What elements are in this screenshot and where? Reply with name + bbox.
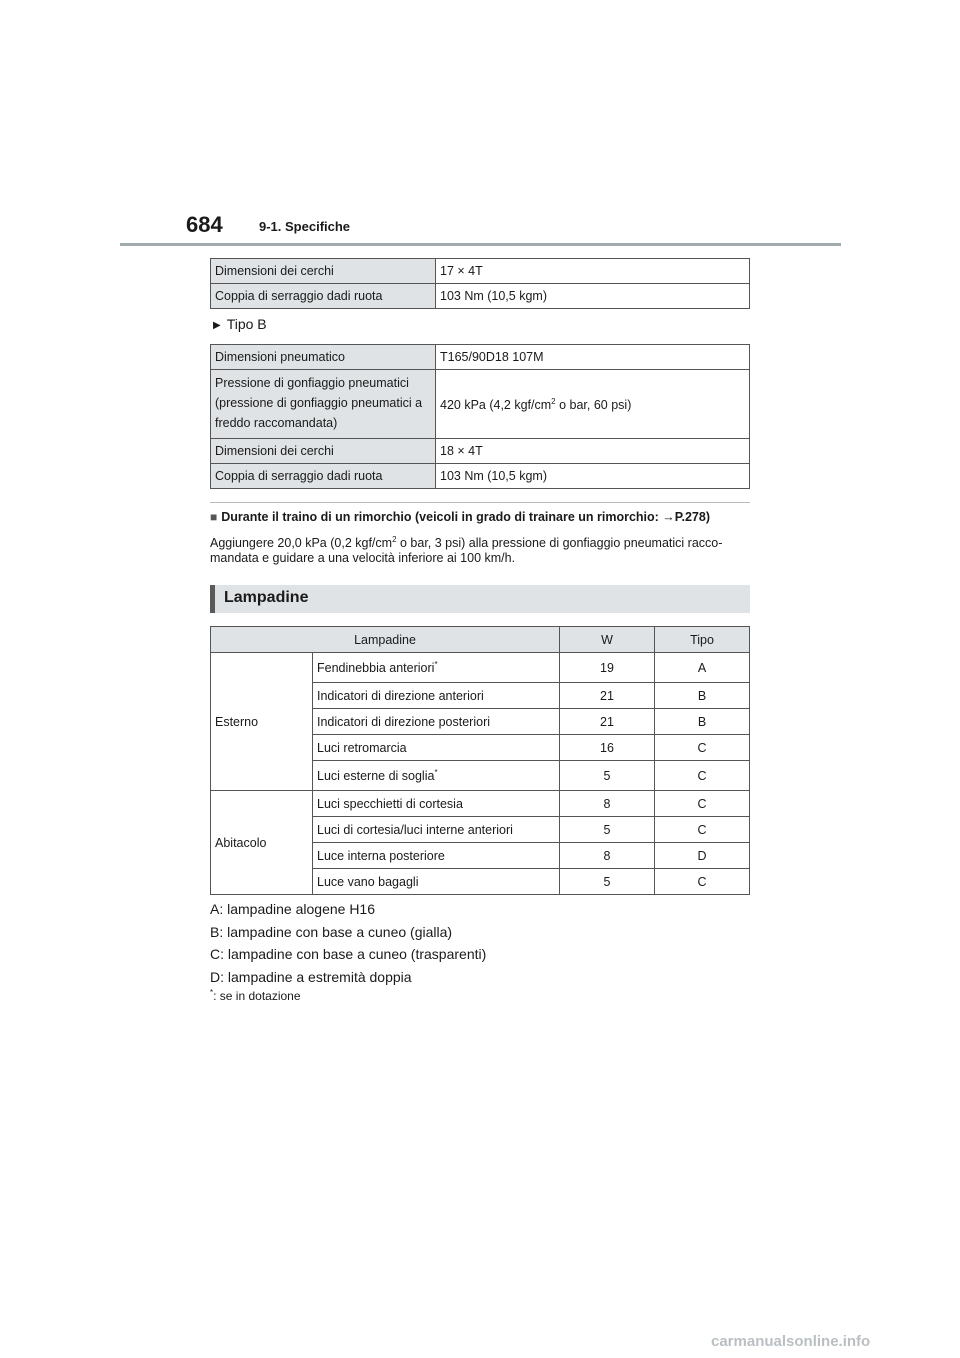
bulb-label-text: Luci esterne di soglia	[317, 769, 435, 783]
table-row	[211, 439, 750, 464]
rim-spec-table	[210, 258, 750, 309]
towing-note-heading-text: Durante il traino di un rimorchio (veicoli in grado di trainare un rimorchio: →P.278)	[221, 510, 710, 524]
bulb-type: C	[655, 791, 750, 817]
spec-value: 103 Nm (10,5 kgm)	[436, 464, 750, 489]
note-text: o bar, 3 psi) alla pressione di gonfiaggio pneumatici racco-mandata e guidare a una velocità inferiore ai 100 km/h.	[210, 536, 723, 565]
table-row	[211, 464, 750, 489]
table-header-row	[211, 627, 750, 653]
spec-label	[211, 370, 436, 439]
bulb-watt: 5	[560, 869, 655, 895]
spec-label-line: (pressione di gonfiaggio pneumatici a	[215, 396, 423, 410]
spec-label: Dimensioni dei cerchi	[211, 259, 436, 284]
section-label: 9-1. Specifiche	[259, 219, 351, 234]
table-row	[211, 259, 750, 284]
spec-label: Dimensioni pneumatico	[211, 345, 436, 370]
bulb-watt: 8	[560, 843, 655, 869]
spec-label: Coppia di serraggio dadi ruota	[211, 464, 436, 489]
spec-label: Coppia di serraggio dadi ruota	[211, 284, 436, 309]
tipo-b-label: Tipo B	[226, 316, 267, 332]
bulb-type: C	[655, 817, 750, 843]
superscript: 2	[551, 396, 556, 406]
spec-label-line: freddo raccomandata)	[215, 416, 338, 430]
bulb-type: B	[655, 683, 750, 709]
footnote-text: : se in dotazione	[213, 989, 301, 1003]
bulb-type: D	[655, 843, 750, 869]
triangle-right-icon: ▶	[213, 320, 221, 331]
bulb-label: Indicatori di direzione posteriori	[313, 709, 560, 735]
superscript: 2	[392, 535, 397, 544]
spec-value: T165/90D18 107M	[436, 345, 750, 370]
legend-item: D: lampadine a estremità doppia	[210, 968, 412, 985]
footnote-mark: *	[210, 988, 214, 997]
bulb-type: C	[655, 869, 750, 895]
bulb-type: B	[655, 709, 750, 735]
footnote	[210, 988, 301, 1003]
bulb-label	[313, 653, 560, 683]
table-row	[211, 370, 750, 439]
header-divider	[120, 243, 841, 246]
table-row	[211, 345, 750, 370]
asterisk: *	[434, 660, 438, 669]
bulb-type: C	[655, 735, 750, 761]
group-cell: Esterno	[211, 653, 313, 791]
bulb-watt: 16	[560, 735, 655, 761]
value-text: o bar, 60 psi)	[555, 397, 632, 412]
bulb-watt: 8	[560, 791, 655, 817]
legend-item: A: lampadine alogene H16	[210, 901, 376, 917]
bulbs-table	[210, 626, 750, 895]
bulb-label: Luci specchietti di cortesia	[313, 791, 560, 817]
section-accent	[210, 585, 215, 613]
bulb-label: Luci di cortesia/luci interne anteriori	[313, 817, 560, 843]
bulb-watt: 21	[560, 683, 655, 709]
tipo-b-heading	[213, 316, 267, 332]
group-cell: Abitacolo	[211, 791, 313, 895]
towing-note-body	[210, 532, 755, 566]
towing-note-heading	[210, 510, 710, 524]
bulb-type-legend	[210, 898, 486, 988]
spec-label-line: Pressione di gonfiaggio pneumatici	[215, 376, 409, 390]
square-bullet-icon: ■	[210, 510, 218, 524]
section-title: Lampadine	[224, 589, 309, 606]
page-number: 684	[186, 212, 223, 237]
table-row	[211, 791, 750, 817]
spec-value: 18 × 4T	[436, 439, 750, 464]
spec-value	[436, 370, 750, 439]
note-divider	[210, 502, 750, 503]
bulb-label: Luci retromarcia	[313, 735, 560, 761]
bulb-label: Indicatori di direzione anteriori	[313, 683, 560, 709]
bulb-watt: 5	[560, 817, 655, 843]
table-row	[211, 284, 750, 309]
bulb-watt: 19	[560, 653, 655, 683]
bulb-type: C	[655, 761, 750, 791]
legend-item: C: lampadine con base a cuneo (trasparenti)	[210, 946, 487, 962]
value-text: 420 kPa (4,2 kgf/cm	[440, 397, 552, 412]
bulb-label-text: Fendinebbia anteriori	[317, 661, 435, 675]
column-header: Tipo	[655, 627, 750, 653]
watermark: carmanualsonline.info	[711, 1333, 871, 1350]
bulb-label	[313, 761, 560, 791]
bulb-label: Luce interna posteriore	[313, 843, 560, 869]
table-row	[211, 653, 750, 683]
bulb-type: A	[655, 653, 750, 683]
spec-value: 17 × 4T	[436, 259, 750, 284]
column-header: W	[560, 627, 655, 653]
note-text: Aggiungere 20,0 kPa (0,2 kgf/cm	[210, 536, 393, 550]
bulb-label: Luce vano bagagli	[313, 869, 560, 895]
spec-label: Dimensioni dei cerchi	[211, 439, 436, 464]
tipo-b-spec-table	[210, 344, 750, 489]
bulb-watt: 21	[560, 709, 655, 735]
legend-item: B: lampadine con base a cuneo (gialla)	[210, 923, 453, 940]
column-header: Lampadine	[211, 627, 560, 653]
asterisk: *	[434, 768, 438, 777]
section-heading-bar	[210, 585, 750, 613]
spec-value: 103 Nm (10,5 kgm)	[436, 284, 750, 309]
bulb-watt: 5	[560, 761, 655, 791]
